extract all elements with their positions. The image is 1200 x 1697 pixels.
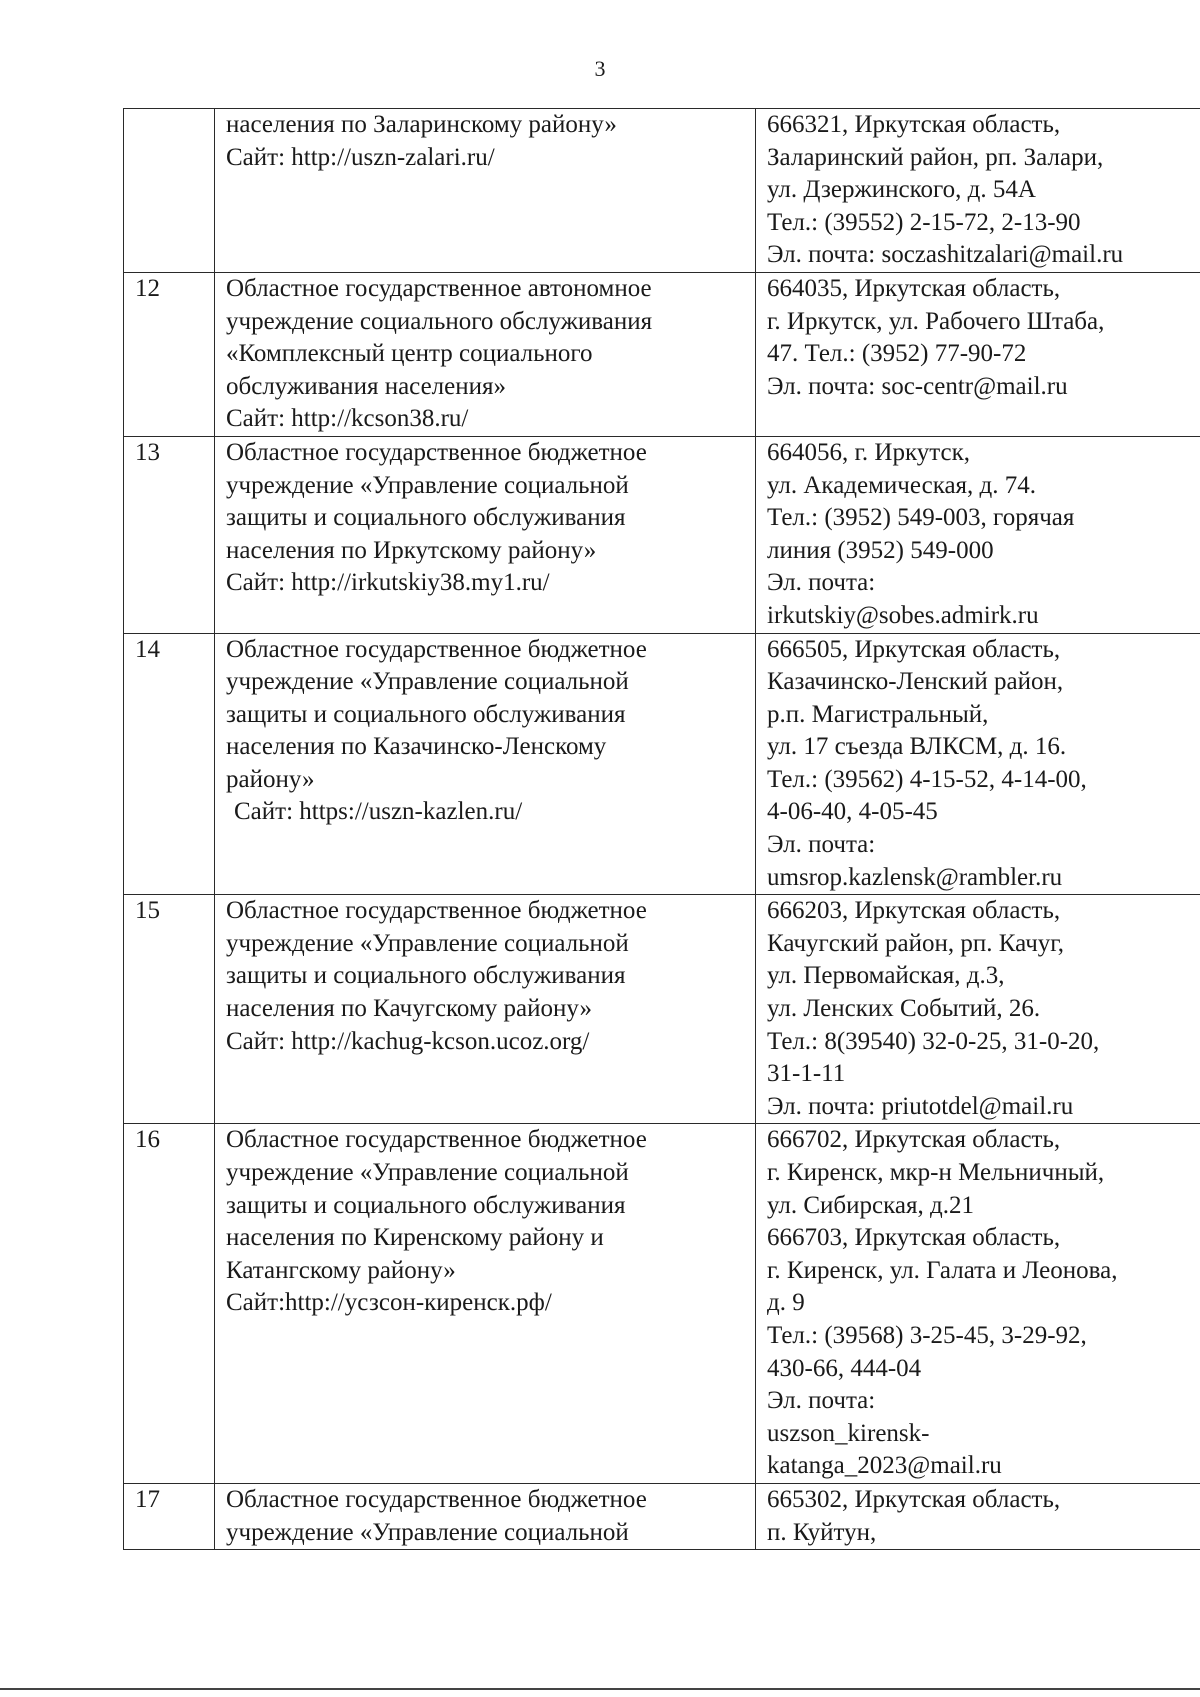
organization-name-line: Областное государственное бюджетное <box>226 635 647 663</box>
contact-line: Казачинско-Ленский район, <box>767 668 1064 696</box>
organization-name-line: населения по Иркутскому району» <box>226 536 597 564</box>
contact-cell <box>756 1483 1200 1549</box>
organization-cell <box>215 109 756 273</box>
institutions-table <box>123 108 1200 1550</box>
page-bottom-rule <box>0 1688 1200 1690</box>
organization-name-line: учреждение социального обслуживания <box>226 307 653 335</box>
website-line: Сайт: http://kachug-kcson.ucoz.org/ <box>226 1027 590 1055</box>
contact-line: Эл. почта: soczashitzalari@mail.ru <box>767 241 1124 269</box>
contact-line: Эл. почта: priutotdel@mail.ru <box>767 1092 1074 1120</box>
organization-name-line: учреждение «Управление социальной <box>226 929 629 957</box>
contact-line: линия (3952) 549-000 <box>767 536 994 564</box>
contact-line: 666702, Иркутская область, <box>767 1126 1061 1154</box>
contact-cell <box>756 633 1200 895</box>
contact-line: 47. Тел.: (3952) 77-90-72 <box>767 340 1027 368</box>
contact-line: ул. Сибирская, д.21 <box>767 1191 974 1219</box>
organization-name-line: Областное государственное бюджетное <box>226 1126 647 1154</box>
contact-cell <box>756 1124 1200 1484</box>
organization-name-line: населения по Заларинскому району» <box>226 111 617 138</box>
contact-line: katanga_2023@mail.ru <box>767 1452 1002 1480</box>
contact-cell <box>756 109 1200 273</box>
table-row <box>124 1124 1200 1484</box>
contact-line: п. Куйтун, <box>767 1518 877 1546</box>
contact-line: Эл. почта: <box>767 1387 876 1415</box>
organization-name-line: «Комплексный центр социального <box>226 340 593 368</box>
contact-line: 31-1-11 <box>767 1060 846 1088</box>
contact-line: umsrop.kazlensk@rambler.ru <box>767 863 1063 891</box>
website-line: Сайт: http://kcson38.ru/ <box>226 405 469 433</box>
page-number: 3 <box>594 56 606 81</box>
table-row <box>124 109 1200 273</box>
organization-name-line: населения по Казачинско-Ленскому <box>226 733 607 761</box>
organization-name-line: защиты и социального обслуживания <box>226 1191 626 1219</box>
organization-name-line: району» <box>226 765 315 793</box>
contact-line: Эл. почта: <box>767 569 876 597</box>
contact-cell <box>756 272 1200 436</box>
contact-line: Эл. почта: <box>767 831 876 859</box>
contact-line: ул. 17 съезда ВЛКСМ, д. 16. <box>767 733 1067 761</box>
contact-line: uszson_kirensk- <box>767 1419 930 1447</box>
contact-line: Тел.: (39568) 3-25-45, 3-29-92, <box>767 1321 1087 1349</box>
organization-cell <box>215 272 756 436</box>
organization-name-line: Областное государственное бюджетное <box>226 438 647 466</box>
table-row <box>124 633 1200 895</box>
contact-cell <box>756 436 1200 633</box>
organization-name-line: Областное государственное бюджетное <box>226 897 647 925</box>
contact-line: Тел.: (39552) 2-15-72, 2-13-90 <box>767 208 1081 236</box>
contact-line: 664035, Иркутская область, <box>767 274 1061 302</box>
contact-line: Тел.: 8(39540) 32-0-25, 31-0-20, <box>767 1027 1100 1055</box>
organization-cell <box>215 436 756 633</box>
contact-line: г. Киренск, ул. Галата и Леонова, <box>767 1256 1118 1284</box>
contact-cell <box>756 895 1200 1124</box>
organization-name-line: обслуживания населения» <box>226 372 506 400</box>
contact-line: ул. Дзержинского, д. 54А <box>767 176 1036 204</box>
organization-name-line: Областное государственное автономное <box>226 274 652 302</box>
website-line: Сайт:http://усзсон-киренск.рф/ <box>226 1289 552 1317</box>
contact-line: ул. Первомайская, д.3, <box>767 962 1005 990</box>
contact-line: Тел.: (3952) 549-003, горячая <box>767 504 1075 532</box>
website-line: Сайт: http://uszn-zalari.ru/ <box>226 143 495 171</box>
row-number-cell: 12 <box>124 272 215 436</box>
organization-cell <box>215 1483 756 1549</box>
contact-line: ул. Ленских Событий, 26. <box>767 995 1041 1023</box>
organization-name-line: Катангскому району» <box>226 1256 456 1284</box>
organization-cell <box>215 895 756 1124</box>
organization-name-line: защиты и социального обслуживания <box>226 700 626 728</box>
table-row <box>124 272 1200 436</box>
contact-line: г. Иркутск, ул. Рабочего Штаба, <box>767 307 1105 335</box>
contact-line: 666505, Иркутская область, <box>767 635 1061 663</box>
organization-name-line: населения по Качугскому району» <box>226 995 592 1023</box>
row-number-cell: 16 <box>124 1124 215 1484</box>
contact-line: г. Киренск, мкр-н Мельничный, <box>767 1159 1105 1186</box>
organization-name-line: учреждение «Управление социальной <box>226 1159 629 1186</box>
contact-line: ул. Академическая, д. 74. <box>767 471 1037 499</box>
organization-name-line: защиты и социального обслуживания <box>226 962 626 990</box>
contact-line: 430-66, 444-04 <box>767 1354 922 1382</box>
organization-name-line: Областное государственное бюджетное <box>226 1485 647 1513</box>
contact-line: д. 9 <box>767 1289 805 1317</box>
website-line: Сайт: https://uszn-kazlen.ru/ <box>234 798 523 826</box>
row-number-cell: 15 <box>124 895 215 1124</box>
contact-line: Качугский район, рп. Качуг, <box>767 929 1064 957</box>
contact-line: 666203, Иркутская область, <box>767 897 1061 925</box>
contact-line: 666321, Иркутская область, <box>767 111 1061 138</box>
organization-cell <box>215 633 756 895</box>
row-number-cell: 17 <box>124 1483 215 1549</box>
organization-name-line: населения по Киренскому району и <box>226 1224 604 1252</box>
contact-line: р.п. Магистральный, <box>767 700 989 728</box>
contact-line: 664056, г. Иркутск, <box>767 438 971 466</box>
organization-name-line: учреждение «Управление социальной <box>226 1518 629 1546</box>
website-line: Сайт: http://irkutskiy38.my1.ru/ <box>226 569 550 597</box>
table-row <box>124 895 1200 1124</box>
organization-name-line: учреждение «Управление социальной <box>226 668 629 696</box>
table-row <box>124 436 1200 633</box>
row-number-cell: 14 <box>124 633 215 895</box>
contact-line: 4-06-40, 4-05-45 <box>767 798 938 826</box>
institutions-table-body <box>124 109 1200 1550</box>
contact-line: Тел.: (39562) 4-15-52, 4-14-00, <box>767 765 1087 793</box>
row-number-cell <box>124 109 215 273</box>
organization-name-line: защиты и социального обслуживания <box>226 504 626 532</box>
organization-name-line: учреждение «Управление социальной <box>226 471 629 499</box>
contact-line: Заларинский район, рп. Залари, <box>767 143 1104 171</box>
contact-line: 666703, Иркутская область, <box>767 1224 1061 1252</box>
contact-line: Эл. почта: soc-centr@mail.ru <box>767 372 1068 400</box>
contact-line: irkutskiy@sobes.admirk.ru <box>767 601 1039 629</box>
contact-line: 665302, Иркутская область, <box>767 1485 1061 1513</box>
organization-cell <box>215 1124 756 1484</box>
table-row <box>124 1483 1200 1549</box>
row-number-cell: 13 <box>124 436 215 633</box>
